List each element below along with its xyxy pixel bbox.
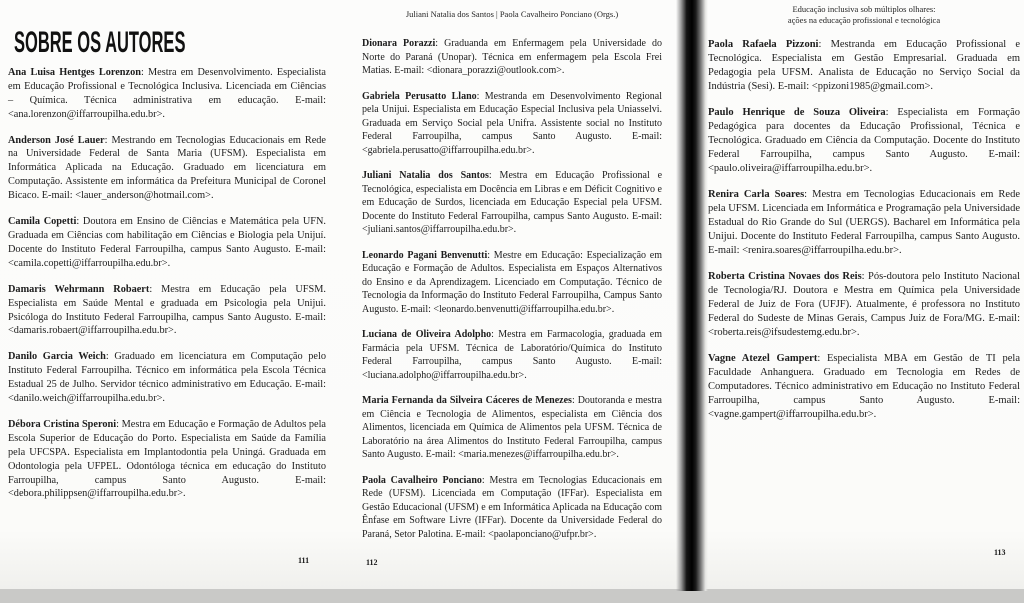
- running-head: [708, 4, 1020, 26]
- author-entry: [708, 38, 1020, 94]
- page-113-column: [708, 0, 1020, 434]
- author-name: Roberta Cristina Novaes dos Reis: [708, 271, 862, 282]
- author-bio: : Mestra em Farmacologia, graduada em Farmácia pela UFSM. Técnica de Laboratório/Química do Instituto Federal Farroupilha, campus Santo Augusto. E-mail: <luciana.adolpho@iffarroupilha.edu.br>.: [362, 329, 662, 381]
- author-bio: : Mestre em Educação: Especialização em Educação e Formação de Adultos. Especialista em Espaços Alternativos do Ensino e da Aprendizagem. Licenciado em Computação. Técnico de Tecnologia da Informação do Instituto Federal Farroupilha, Campus Santo Augusto. E-mail: <leonardo.benvenutti@iffarroupilha.edu.br>.: [362, 249, 663, 315]
- author-name: Débora Cristina Speroni: [8, 418, 117, 430]
- author-name: Paola Cavalheiro Ponciano: [362, 474, 482, 486]
- author-bio: : Graduanda em Enfermagem pela Universidade do Norte do Paraná (Unopar). Técnica em enfermagem pela Escola Frei Matias. E-mail: <dionara_porazzi@outlook.com>.: [362, 38, 662, 76]
- author-bio: : Doutoranda e mestra em Ciência e Tecnologia de Alimentos, especialista em Ciência dos Alimentos, licenciada em Química de Alimentos pela UFSM. Técnica de Laboratório na área Alimentos do Instituto Federal Farroupilha, campus Santo Augusto. E-mail: <maria.menezes@iffarroupilha.edu.br>.: [362, 395, 662, 460]
- page-111-column: [8, 0, 326, 513]
- section-title: SOBRE OS AUTORES: [14, 26, 186, 59]
- running-head: Juliani Natalia dos Santos | Paola Cavalheiro Ponciano (Orgs.): [405, 9, 619, 19]
- author-bio: : Graduado em licenciatura em Computação pelo Instituto Federal Farroupilha. Técnico em informática pela Escola Técnica Estadual 25 de Julho. Servidor técnico administrativo em Educação. E-mail: <danilo.weich@iffarroupilha.edu.br>.: [8, 351, 326, 405]
- author-entry: [362, 90, 662, 158]
- page-112-column: [362, 0, 662, 553]
- author-bio: : Especialista em Formação Pedagógica para docentes da Educação Profissional, Técnica e Tecnológica. Graduado em Ciência da Computação. Docente do Instituto Federal Farroupilha, campus Santo Augusto. E-mail: <paulo.oliveira@iffarroupilha.edu.br>.: [708, 107, 1020, 174]
- author-entry: [708, 106, 1020, 176]
- author-name: Gabriela Perusatto Llano: [362, 90, 477, 102]
- author-name: Maria Fernanda da Silveira Cáceres de Menezes: [362, 395, 572, 406]
- author-name: Leonardo Pagani Benvenutti: [362, 249, 488, 261]
- author-bio: : Doutora em Ensino de Ciências e Matemática pela UFN. Graduada em Ciências com habilitação em Ciências e Biologia pela Unijuí. Docente do Instituto Federal Farroupilha, campus Santo Augusto. E-mail: <camila.copetti@iffarroupilha.edu.br>.: [8, 216, 326, 269]
- author-bio: : Mestra em Educação pela UFSM. Especialista em Saúde Mental e graduada em Psicologia pela Unijui. Psicóloga do Instituto Federal Farroupilha, campus Santo Augusto. E-mail: <damaris.robaert@iffarroupilha.edu.br>.: [8, 283, 326, 337]
- author-entry: [8, 350, 326, 406]
- author-entry: [362, 474, 662, 542]
- author-entry: [708, 352, 1020, 422]
- author-bio: : Mestrando em Tecnologias Educacionais em Rede na Universidade Federal de Santa Maria (UFSM). Especialista em Informática Aplicada na Educação. Graduado em licenciatura em Computação. Assistente em informática da Prefeitura Municipal de Coronel Bicaco. E-mail: <lauer_anderson@hotmail.com>.: [8, 134, 326, 202]
- author-name: Paola Rafaela Pizzoni: [708, 39, 819, 50]
- author-name: Renira Carla Soares: [708, 189, 805, 200]
- author-bio: : Mestra em Tecnologias Educacionais em Rede (UFSM). Licenciada em Computação (IFFar). Especialista em Gestão Educacional (UFSM) e em Informática Aplicada na Educação com Ênfase em Software Livre (IFFar). Docente da Universidade Federal do Paraná, Setor Palotina. E-mail: <paolaponciano@ufpr.br>.: [362, 474, 662, 540]
- author-entry: [8, 66, 326, 122]
- author-name: Luciana de Oliveira Adolpho: [362, 329, 492, 340]
- author-name: Danilo Garcia Weich: [8, 351, 106, 363]
- author-entry: [8, 134, 326, 204]
- author-name: Camila Copetti: [8, 216, 77, 228]
- author-entry: [362, 169, 662, 237]
- author-name: Dionara Porazzi: [362, 38, 436, 49]
- author-entry: [362, 37, 662, 78]
- author-bio: : Mestranda em Educação Profissional e Tecnológica. Especialista em Gestão Empresarial. Graduada em Pedagogia pela UFSM. Analista de Educação no Serviço Social da Indústria (Sesi). E-mail: <ppizoni1985@gmail.com>.: [708, 39, 1020, 92]
- author-name: Paulo Henrique de Souza Oliveira: [708, 107, 886, 118]
- author-name: Vagne Atezel Gampert: [708, 353, 818, 364]
- author-bio: : Pós-doutora pelo Instituto Nacional de Tecnologia/RJ. Doutora e Mestra em Química pela Universidade Federal de Juiz de Fora (UFJF). Atualmente, é professora no Instituto Federal do Sudeste de Minas Gerais, Campus Juiz de Fora/MG. E-mail: <roberta.reis@ifsudestemg.edu.br>.: [708, 271, 1020, 338]
- page-number-111: 111: [298, 556, 310, 565]
- page-number-112: 112: [366, 558, 378, 567]
- author-name: Anderson José Lauer: [8, 134, 105, 146]
- author-bio: : Mestra em Educação Profissional e Tecnológica, especialista em Docência em Libras e em Déficit Cognitivo e em Educação de Surdos, licenciada em Educação Especial pela UFSM. Docente do Instituto Federal Farroupilha, campus Santo Augusto. E-mail: <juliani.santos@iffarroupilha.edu.br>.: [362, 170, 663, 235]
- author-bio: : Mestra em Desenvolvimento. Especialista em Educação Profissional e Tecnológica Inclusiva. Licenciada em Ciências – Química. Técnica administrativa em educação. E-mail: <ana.lorenzon@iffarroupilha.edu.br>.: [8, 66, 327, 120]
- running-head-line2: ações na educação profissional e tecnológica: [787, 15, 941, 25]
- author-entry: [362, 394, 662, 462]
- author-bio: : Mestra em Tecnologias Educacionais em Rede pela UFSM. Licenciada em Informática e Programação pela Universidade Estadual do Rio Grande do Sul (UERGS). Bacharel em Informática pela Unijui. Docente do Instituto Federal Farroupilha, campus Santo Augusto. E-mail: <renira.soares@iffarroupilha.edu.br>.: [708, 189, 1020, 256]
- author-name: Damaris Wehrmann Robaert: [8, 283, 150, 295]
- author-bio: : Mestranda em Desenvolvimento Regional pela Unijui. Especialista em Educação Especial Inclusiva pela Uniasselvi. Graduada em Serviço Social pela Unifra. Assistente social no Instituto Federal Farroupilha, campus Santo Augusto. E-mail: <gabriela.perusatto@iffarroupilha.edu.br>.: [362, 90, 662, 156]
- author-entry: [8, 418, 326, 501]
- author-entry: [8, 283, 326, 339]
- author-entry: [708, 188, 1020, 258]
- author-entry: [362, 328, 662, 382]
- author-bio: : Especialista MBA em Gestão de TI pela Faculdade Anhanguera. Graduado em Tecnologia em Redes de Computadores. Técnico administrativo em Educação no Instituto Federal Farroupilha, campus Santo Augusto. E-mail: <vagne.gampert@iffarroupilha.edu.br>.: [708, 353, 1021, 420]
- author-bio: : Mestra em Educação e Formação de Adultos pela Escola Superior de Educação do Porto. Especialista em Saúde da Família pela UFCSPA. Especialista em Implantodontia pela Uningá. Graduada em Odontologia pela UFPEL. Odontóloga técnica em educação do Instituto Farroupilha, campus Santo Augusto. E-mail: <debora.philippsen@iffarroupilha.edu.br>.: [8, 418, 327, 500]
- author-entry: [362, 249, 662, 317]
- running-head-line1: Educação inclusiva sob múltiplos olhares:: [792, 4, 936, 14]
- page-number-113: 113: [994, 548, 1006, 557]
- author-name: Ana Luisa Hentges Lorenzon: [8, 66, 141, 78]
- author-entry: [708, 270, 1020, 340]
- author-entry: [8, 215, 326, 271]
- author-name: Juliani Natalia dos Santos: [362, 170, 489, 181]
- book-gutter-shadow: [676, 0, 708, 591]
